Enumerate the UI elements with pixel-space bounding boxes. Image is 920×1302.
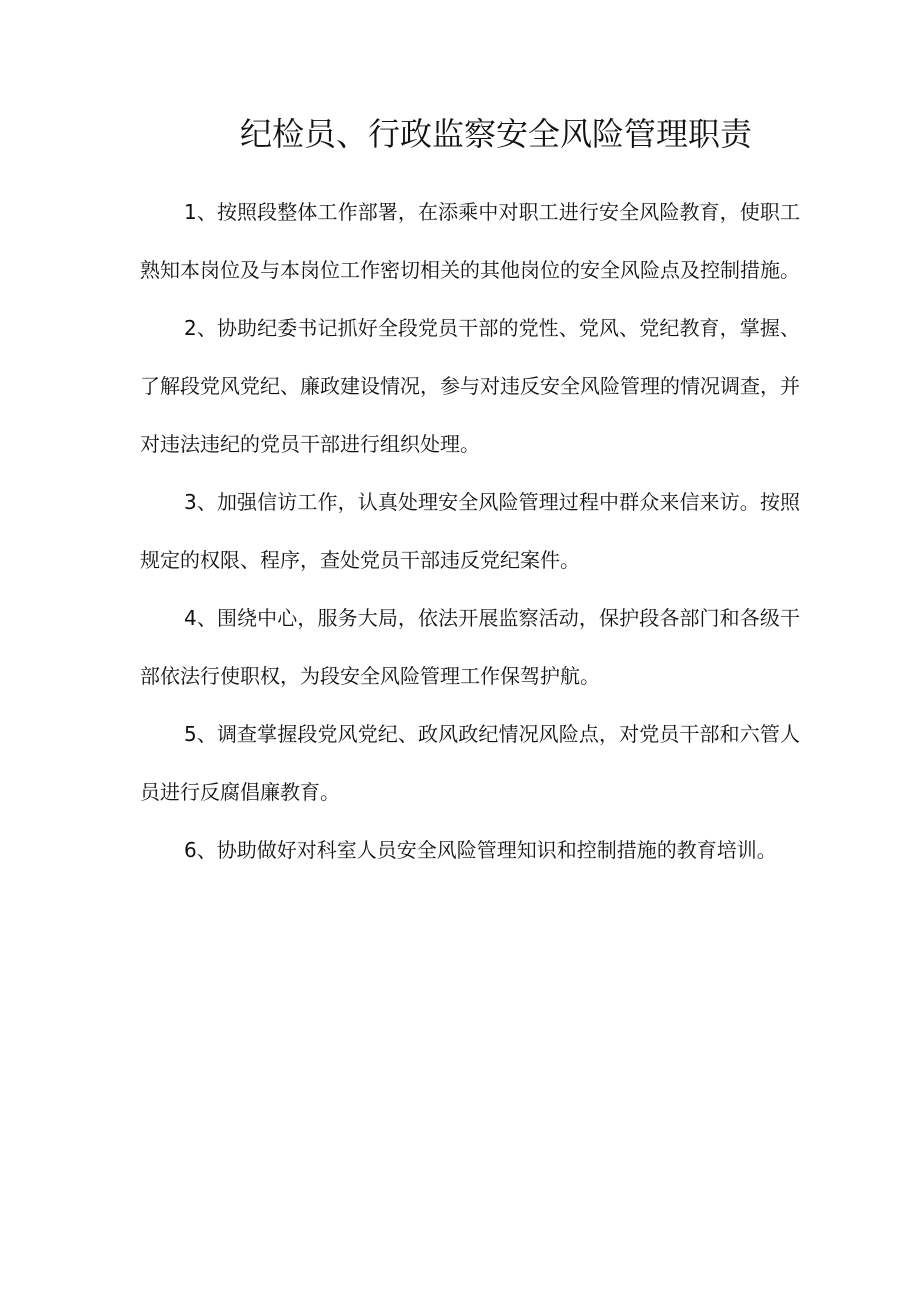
paragraph-1: 1、按照段整体工作部署，在添乘中对职工进行安全风险教育，使职工熟知本岗位及与本岗位工作密切相关的其他岗位的安全风险点及控制措施。	[140, 200, 800, 282]
document-title: 纪检员、行政监察安全风险管理职责	[239, 115, 752, 153]
paragraph-5: 5、调查掌握段党风党纪、政风政纪情况风险点，对党员干部和六管人员进行反腐倡廉教育。	[140, 722, 800, 804]
paragraph-4: 4、围绕中心，服务大局，依法开展监察活动，保护段各部门和各级干部依法行使职权，为段安全风险管理工作保驾护航。	[140, 606, 800, 688]
paragraph-3: 3、加强信访工作，认真处理安全风险管理过程中群众来信来访。按照规定的权限、程序，查处党员干部违反党纪案件。	[140, 490, 800, 572]
paragraph-6: 6、协助做好对科室人员安全风险管理知识和控制措施的教育培训。	[184, 838, 777, 862]
paragraph-2: 2、协助纪委书记抓好全段党员干部的党性、党风、党纪教育，掌握、了解段党风党纪、廉政建设情况，参与对违反安全风险管理的情况调查，并对违法违纪的党员干部进行组织处理。	[140, 316, 800, 456]
document-body	[140, 183, 800, 879]
